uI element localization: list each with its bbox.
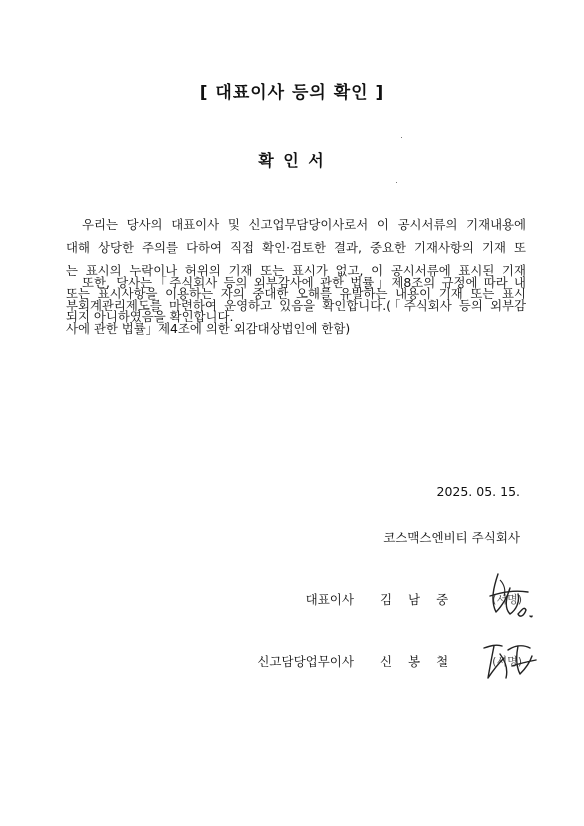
confirmation-paragraph-2 <box>66 271 526 340</box>
paragraph-line: 부회계관리제도를 마련하여 운영하고 있음을 확인합니다.(「주식회사 등의 외부감 <box>66 298 526 313</box>
signer-name: 김 남 중 <box>379 592 455 607</box>
header-title: [ 대표이사 등의 확인 ] <box>199 83 385 103</box>
signer-role: 대표이사 <box>305 592 354 607</box>
officer-signature-row <box>257 652 522 670</box>
paragraph-line: 또는 표시사항을 이용하는 자의 중대한 오해를 유발하는 내용이 기재 또는 표시 <box>66 286 526 301</box>
signer-name: 신 봉 철 <box>379 654 455 669</box>
document-title: 확 인 서 <box>258 151 326 170</box>
company-name: 코스맥스엔비티 주식회사 <box>383 530 520 545</box>
paragraph-line: 대해 상당한 주의를 다하여 직접 확인·검토한 결과, 중요한 기재사항의 기재 또 <box>66 240 526 255</box>
ceo-signature-row <box>306 590 522 608</box>
scan-dot <box>396 182 397 183</box>
document-date: 2025. 05. 15. <box>436 484 520 499</box>
paragraph-line: 또한, 당사는「주식회사 등의 외부감사에 관한 법률」제8조의 규정에 따라 내 <box>82 275 526 290</box>
signature-mark: (서명) <box>492 655 522 668</box>
scan-dot <box>401 137 402 138</box>
paragraph-line: 우리는 당사의 대표이사 및 신고업무담당이사로서 이 공시서류의 기재내용에 <box>82 217 526 232</box>
signature-mark: (서명) <box>492 593 522 606</box>
paragraph-line: 는 표시의 누락이나 허위의 기재 또는 표시가 없고, 이 공시서류에 표시된 기재 <box>66 263 526 278</box>
signer-role: 신고담당업무이사 <box>257 654 354 669</box>
paragraph-line: 사에 관한 법률」제4조에 의한 외감대상법인에 한함) <box>66 321 351 336</box>
paragraph-line: 되지 아니하였음을 확인합니다. <box>66 309 234 324</box>
